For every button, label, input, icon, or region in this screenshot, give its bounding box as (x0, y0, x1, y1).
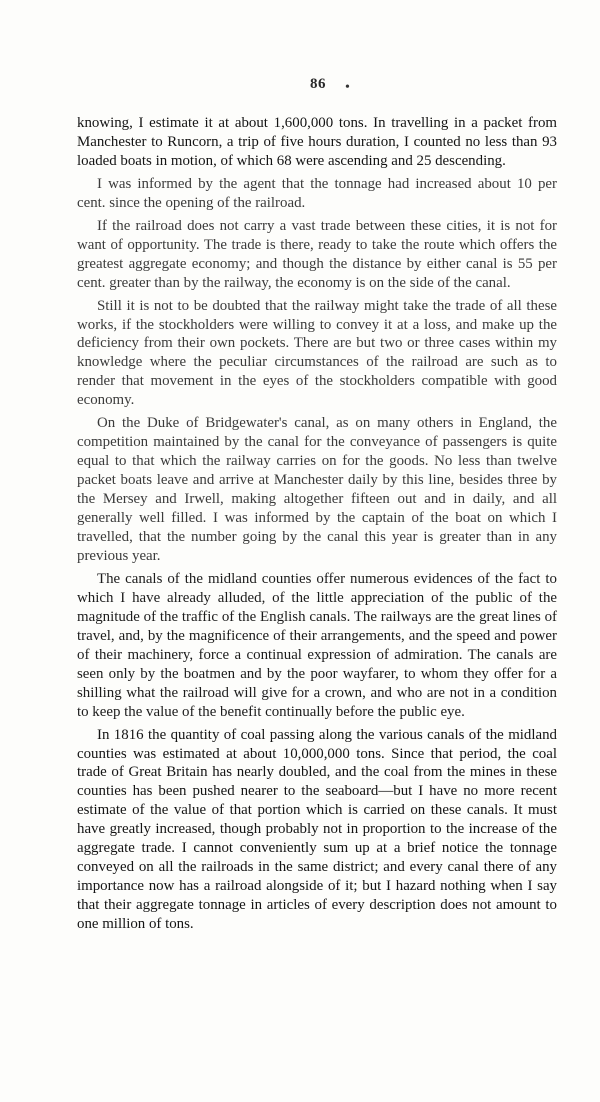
paragraph: The canals of the midland counties offer numerous evidences of the fact to which I have already alluded, of the little appreciation of the public of the magnitude of the traffic of the English canals. The railways are the great lines of travel, and, by the magnificence of their arrangements, and the speed and power of their machinery, force a continual expression of admiration. The canals are seen only by the boatmen and by the poor wayfarer, to whom they offer for a shilling what the railroad will give for a crown, and who are not in a condition to keep the value of the benefit continually before the public eye. (77, 570, 557, 720)
body-text (77, 114, 557, 938)
paragraph: If the railroad does not carry a vast trade between these cities, it is not for want of opportunity. The trade is there, ready to take the route which offers the greatest aggregate economy; and though the distance by either canal is 55 per cent. greater than by the railway, the economy is on the side of the canal. (77, 217, 557, 291)
page-mark: • (345, 80, 350, 95)
paragraph: Still it is not to be doubted that the railway might take the trade of all these works, if the stockholders were willing to convey it at a loss, and make up the deficiency from their own pockets. There are but two or three cases within my knowledge where the peculiar circumstances of the railroad are such as to render that movement in the eyes of the stockholders compatible with good economy. (77, 297, 557, 409)
paragraph: I was informed by the agent that the tonnage had increased about 10 per cent. since the opening of the railroad. (77, 175, 557, 211)
page-number: 86 (310, 76, 326, 92)
paragraph: In 1816 the quantity of coal passing along the various canals of the midland counties was estimated at about 10,000,000 tons. Since that period, the coal trade of Great Britain has nearly doubled, and the coal from the mines in these counties has been pushed nearer to the seaboard—but I have no more recent estimate of the value of that portion which is carried on these canals. It must have greatly increased, though probably not in proportion to the increase of the aggregate trade. I cannot conveniently sum up at a brief notice the tonnage conveyed on all the railroads in the same district; and every canal there of any importance now has a railroad alongside of it; but I hazard nothing when I say that their aggregate tonnage in articles of every description does not amount to one million of tons. (77, 726, 557, 933)
paragraph-continuation: knowing, I estimate it at about 1,600,000 tons. In travelling in a packet from Manchester to Runcorn, a trip of five hours duration, I counted no less than 93 loaded boats in motion, of which 68 were ascending and 25 descending. (77, 115, 557, 169)
paragraph: On the Duke of Bridgewater's canal, as on many others in England, the competition maintained by the canal for the conveyance of passengers is quite equal to that which the railway carries on for the goods. No less than twelve packet boats leave and arrive at Manchester daily by this line, besides three by the Mersey and Irwell, making altogether fifteen out and in daily, and all generally well filled. I was informed by the captain of the boat on which I travelled, that the number going by the canal this year is greater than in any previous year. (77, 415, 557, 564)
